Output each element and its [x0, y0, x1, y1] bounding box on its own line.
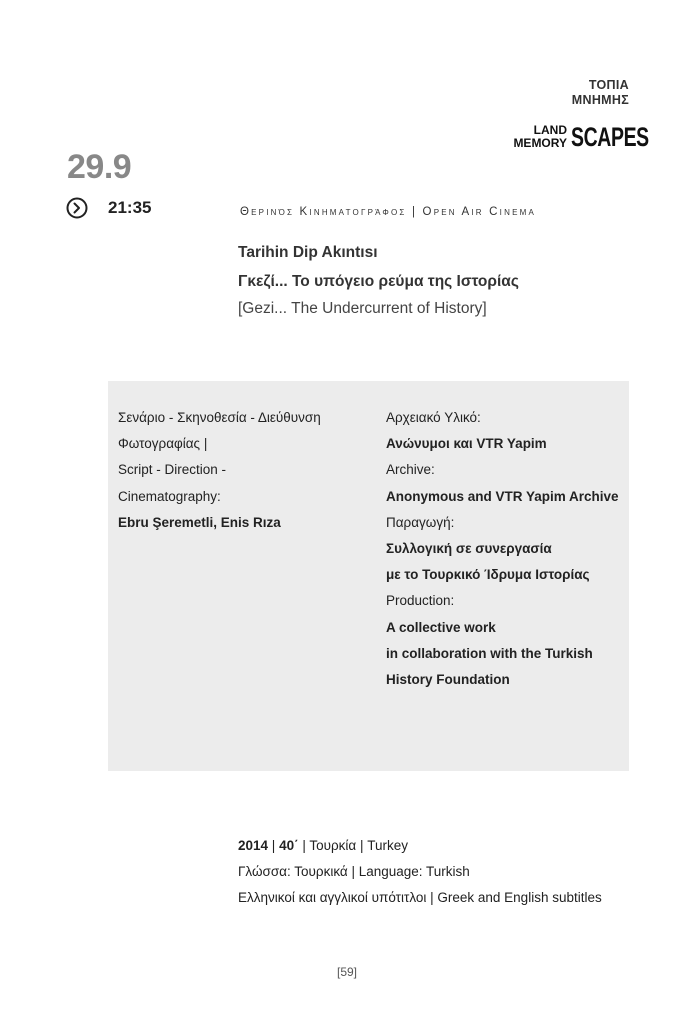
credit-value: in collaboration with the Turkish	[386, 645, 593, 661]
logo-greek	[572, 78, 629, 108]
screening-time: 21:35	[108, 198, 152, 217]
film-info	[238, 833, 602, 911]
info-country: | Τουρκία | Turkey	[298, 838, 408, 853]
credit-value: History Foundation	[386, 672, 510, 688]
logo-english-small	[513, 124, 567, 150]
logo-land: LAND	[533, 123, 567, 137]
logo-greek-line1: ΤΟΠΙΑ	[588, 78, 629, 92]
logo-scapes: SCAPES	[571, 122, 649, 152]
credit-label: Production:	[386, 593, 455, 609]
credit-value: A collective work	[386, 619, 496, 635]
screening-date: 29.9	[67, 148, 132, 186]
clock-arrow-icon	[66, 197, 88, 219]
credits-left-column	[118, 405, 321, 536]
credit-value: Συλλογική σε συνεργασία	[386, 541, 552, 557]
logo-memory: MEMORY	[513, 136, 567, 150]
info-subtitles: Ελληνικοί και αγγλικοί υπότιτλοι | Greek and English subtitles	[238, 890, 602, 905]
info-separator: |	[268, 838, 280, 853]
credit-value: Anonymous and VTR Yapim Archive	[386, 488, 619, 504]
venue: Θερινός Κινηματογράφος | Open Air Cinema	[240, 206, 537, 218]
info-year: 2014	[238, 838, 269, 853]
info-language: Γλώσσα: Τουρκικά | Language: Turkish	[238, 864, 470, 879]
credit-label: Script - Direction -	[118, 462, 227, 478]
credit-value: Ebru Şeremetli, Enis Rıza	[118, 514, 281, 530]
credits-right-column	[386, 405, 619, 693]
credit-value: με το Τουρκικό Ίδρυμα Ιστορίας	[386, 567, 590, 583]
title-original: Tarihin Dip Akıntısı	[238, 244, 378, 261]
logo-english	[513, 122, 649, 152]
credit-label: Archive:	[386, 462, 435, 478]
credit-label: Φωτογραφίας |	[118, 436, 208, 452]
info-line-1	[238, 833, 602, 859]
credit-label: Σενάριο - Σκηνοθεσία - Διεύθυνση	[118, 410, 321, 425]
title-english: [Gezi... The Undercurrent of History]	[238, 300, 487, 317]
credits-box	[108, 381, 629, 771]
credit-label: Παραγωγή:	[386, 514, 455, 530]
credit-value: Ανώνυμοι και VTR Yapim	[386, 436, 547, 452]
page-number: [59]	[336, 965, 357, 979]
credit-label: Αρχειακό Υλικό:	[386, 410, 481, 425]
info-duration: 40΄	[279, 838, 299, 853]
logo-greek-line2: ΜΝΗΜΗΣ	[571, 93, 629, 107]
title-greek: Γκεζί... Το υπόγειο ρεύμα της Ιστορίας	[238, 273, 519, 290]
credit-label: Cinematography:	[118, 488, 221, 504]
